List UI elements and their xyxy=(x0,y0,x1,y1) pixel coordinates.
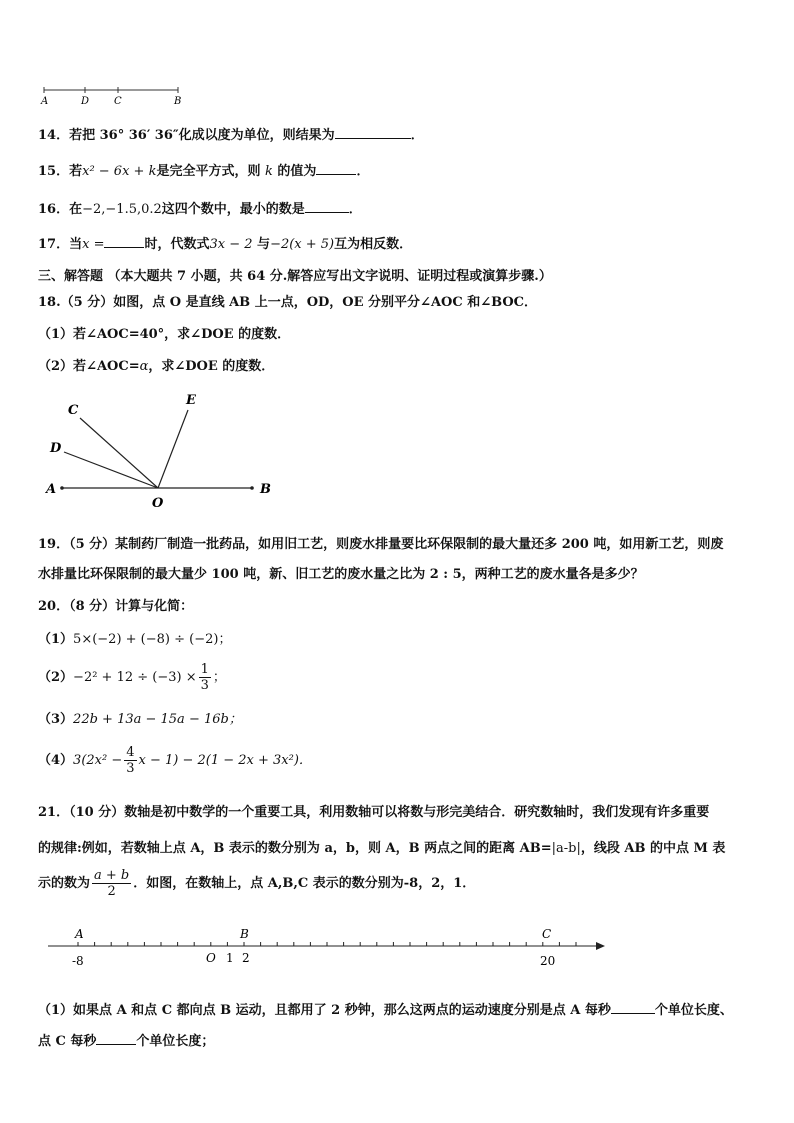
q20-p3-label: （3） xyxy=(38,712,74,727)
q21-p1-blank-a[interactable] xyxy=(611,1000,655,1014)
q17-post1: 时，代数式 xyxy=(144,237,210,252)
q20-p2-end: ； xyxy=(212,670,226,685)
axis-tick-m8: -8 xyxy=(72,954,84,968)
question-20-part-3 xyxy=(38,708,242,727)
q15-post: 的值为 xyxy=(277,164,317,179)
axis-tick-2: 2 xyxy=(242,951,250,965)
q16-answer-blank[interactable] xyxy=(305,199,349,213)
q20-p2-den: 3 xyxy=(200,678,209,693)
question-21-part-1-line-2 xyxy=(38,1030,214,1049)
q21-p1-line1-post: 个单位长度、 xyxy=(654,1003,733,1018)
question-19-line-2: 水排量比环保限制的最大量少 100 吨，新、旧工艺的废水量之比为 2 : 5，两种工艺的废水量各是多少？ xyxy=(38,567,644,582)
fig-label-b: B xyxy=(260,482,271,497)
q17-var: x = xyxy=(82,237,105,252)
number-line xyxy=(40,925,610,970)
q16-number: 16． xyxy=(38,202,70,217)
question-16 xyxy=(38,198,362,217)
axis-label-c: C xyxy=(542,927,552,941)
ray-oc xyxy=(80,418,158,488)
q17-post2: 互为相反数． xyxy=(334,237,413,252)
q20-p2-fraction xyxy=(199,662,211,693)
q21-p1-line1-pre: （1）如果点 A 和点 C 都向点 B 运动，且都用了 2 秒钟，那么这两点的运动速度分别是点 A 每秒 xyxy=(38,1003,611,1018)
q18-p2-pre: （2）若∠AOC= xyxy=(38,359,140,374)
axis-tick-1: 1 xyxy=(226,951,234,965)
fig-label-d: D xyxy=(50,441,62,456)
q21-midpoint-fraction xyxy=(92,868,131,899)
q17-expr1: 3x − 2 xyxy=(209,237,253,252)
q21-p1-line2-post: 个单位长度； xyxy=(136,1034,215,1049)
q18-alpha: α xyxy=(139,359,149,374)
segment-figure xyxy=(36,82,196,106)
q20-p4-expr1: 3(2x² − xyxy=(73,753,123,768)
question-17 xyxy=(38,233,412,252)
fig-label-o: O xyxy=(152,496,164,511)
q16-post: 这四个数中，最小的数是 xyxy=(161,202,305,217)
q15-expression: x² − 6x + k xyxy=(82,164,157,179)
question-19-line-1: 19．（5 分）某制药厂制造一批药品，如用旧工艺，则废水排量要比环保限制的最大量还多 200 吨，如用新工艺，则废 xyxy=(38,537,724,552)
question-18-header: 18.（5 分）如图，点 O 是直线 AB 上一点，OD，OE 分别平分∠AOC 和∠BOC． xyxy=(38,295,538,310)
q15-mid: 是完全平方式，则 xyxy=(156,164,261,179)
q21-abs-expr: |a-b| xyxy=(551,841,581,856)
section-3-heading: 三、解答题 （本大题共 7 小题，共 64 分.解答应写出文字说明、证明过程或演算步骤.） xyxy=(38,269,552,284)
q21-frac-den: 2 xyxy=(107,884,116,899)
fig-label-a: A xyxy=(46,482,57,497)
segment-label-d: D xyxy=(81,96,90,107)
segment-label-c: C xyxy=(114,96,122,107)
angle-figure xyxy=(40,388,280,518)
q16-pre: 在 xyxy=(69,202,83,217)
q15-var: k xyxy=(265,164,273,179)
q16-numbers: −2,−1.5,0.2 xyxy=(82,202,162,217)
q17-expr2: −2(x + 5) xyxy=(270,237,335,252)
q20-p1-expr: 5×(−2) + (−8) ÷ (−2)； xyxy=(73,632,232,647)
q17-pre: 当 xyxy=(69,237,83,252)
fig-label-c: C xyxy=(68,403,79,418)
axis-label-a: A xyxy=(75,927,84,941)
q21-line2-post: ，线段 AB 的中点 M 表 xyxy=(580,841,726,856)
question-20-header: 20．（8 分）计算与化简： xyxy=(38,599,194,614)
q15-number: 15． xyxy=(38,164,70,179)
question-20-part-4 xyxy=(38,745,312,776)
axis-label-o: O xyxy=(206,951,216,965)
question-21-line-2 xyxy=(38,837,725,856)
ray-oe xyxy=(158,410,188,488)
segment-label-b: B xyxy=(174,96,182,107)
question-21-line-3 xyxy=(38,868,475,899)
q20-p3-expr: 22b + 13a − 15a − 16b； xyxy=(73,712,242,727)
q16-end: ． xyxy=(348,202,362,217)
segment-label-a: A xyxy=(41,96,49,107)
ray-od xyxy=(64,452,158,488)
q21-line3-post: ．如图，在数轴上，点 A,B,C 表示的数分别为-8，2，1． xyxy=(133,876,476,891)
q21-line3-pre: 示的数为 xyxy=(38,876,91,891)
q17-answer-blank[interactable] xyxy=(104,234,144,248)
q15-end: ． xyxy=(356,164,370,179)
question-20-part-2 xyxy=(38,662,226,693)
q20-p2-label: （2） xyxy=(38,670,74,685)
q20-p4-expr2: x − 1) − 2(1 − 2x + 3x²)． xyxy=(138,753,312,768)
q21-line2-pre: 的规律:例如，若数轴上点 A，B 表示的数分别为 a，b，则 A，B 两点之间的距离 AB= xyxy=(38,841,552,856)
question-18-part-1: （1）若∠AOC=40°，求∠DOE 的度数． xyxy=(38,327,291,342)
q21-frac-num: a + b xyxy=(94,868,130,883)
q20-p2-num: 1 xyxy=(200,662,209,677)
axis-tick-20: 20 xyxy=(540,954,556,968)
q17-and: 与 xyxy=(257,237,271,252)
q20-p2-expr: −2² + 12 ÷ (−3) × xyxy=(73,670,197,685)
question-15 xyxy=(38,160,369,179)
q14-number: 14． xyxy=(38,128,70,143)
q20-p4-fraction xyxy=(124,745,136,776)
q21-p1-blank-c[interactable] xyxy=(96,1031,136,1045)
axis-label-b: B xyxy=(240,927,249,941)
q20-p4-den: 3 xyxy=(126,761,135,776)
q14-text: 若把 36° 36′ 36″化成以度为单位，则结果为 xyxy=(69,128,335,143)
question-20-part-1 xyxy=(38,628,231,647)
q20-p4-label: （4） xyxy=(38,753,74,768)
fig-label-e: E xyxy=(186,393,196,408)
q18-p2-post: ，求∠DOE 的度数． xyxy=(148,359,275,374)
q17-number: 17． xyxy=(38,237,70,252)
q14-end: ． xyxy=(410,128,424,143)
arrow-right-icon xyxy=(596,942,605,950)
q15-pre: 若 xyxy=(69,164,83,179)
q15-answer-blank[interactable] xyxy=(316,161,356,175)
question-14 xyxy=(38,124,424,143)
q20-p4-num: 4 xyxy=(126,745,135,760)
q20-p1-label: （1） xyxy=(38,632,74,647)
question-21-part-1-line-1 xyxy=(38,999,733,1018)
question-21-line-1: 21．（10 分）数轴是初中数学的一个重要工具，利用数轴可以将数与形完美结合．研究数轴时，我们发现有许多重要 xyxy=(38,805,710,820)
q14-answer-blank[interactable] xyxy=(335,125,411,139)
question-18-part-2 xyxy=(38,355,274,374)
q21-p1-line2-pre: 点 C 每秒 xyxy=(38,1034,97,1049)
